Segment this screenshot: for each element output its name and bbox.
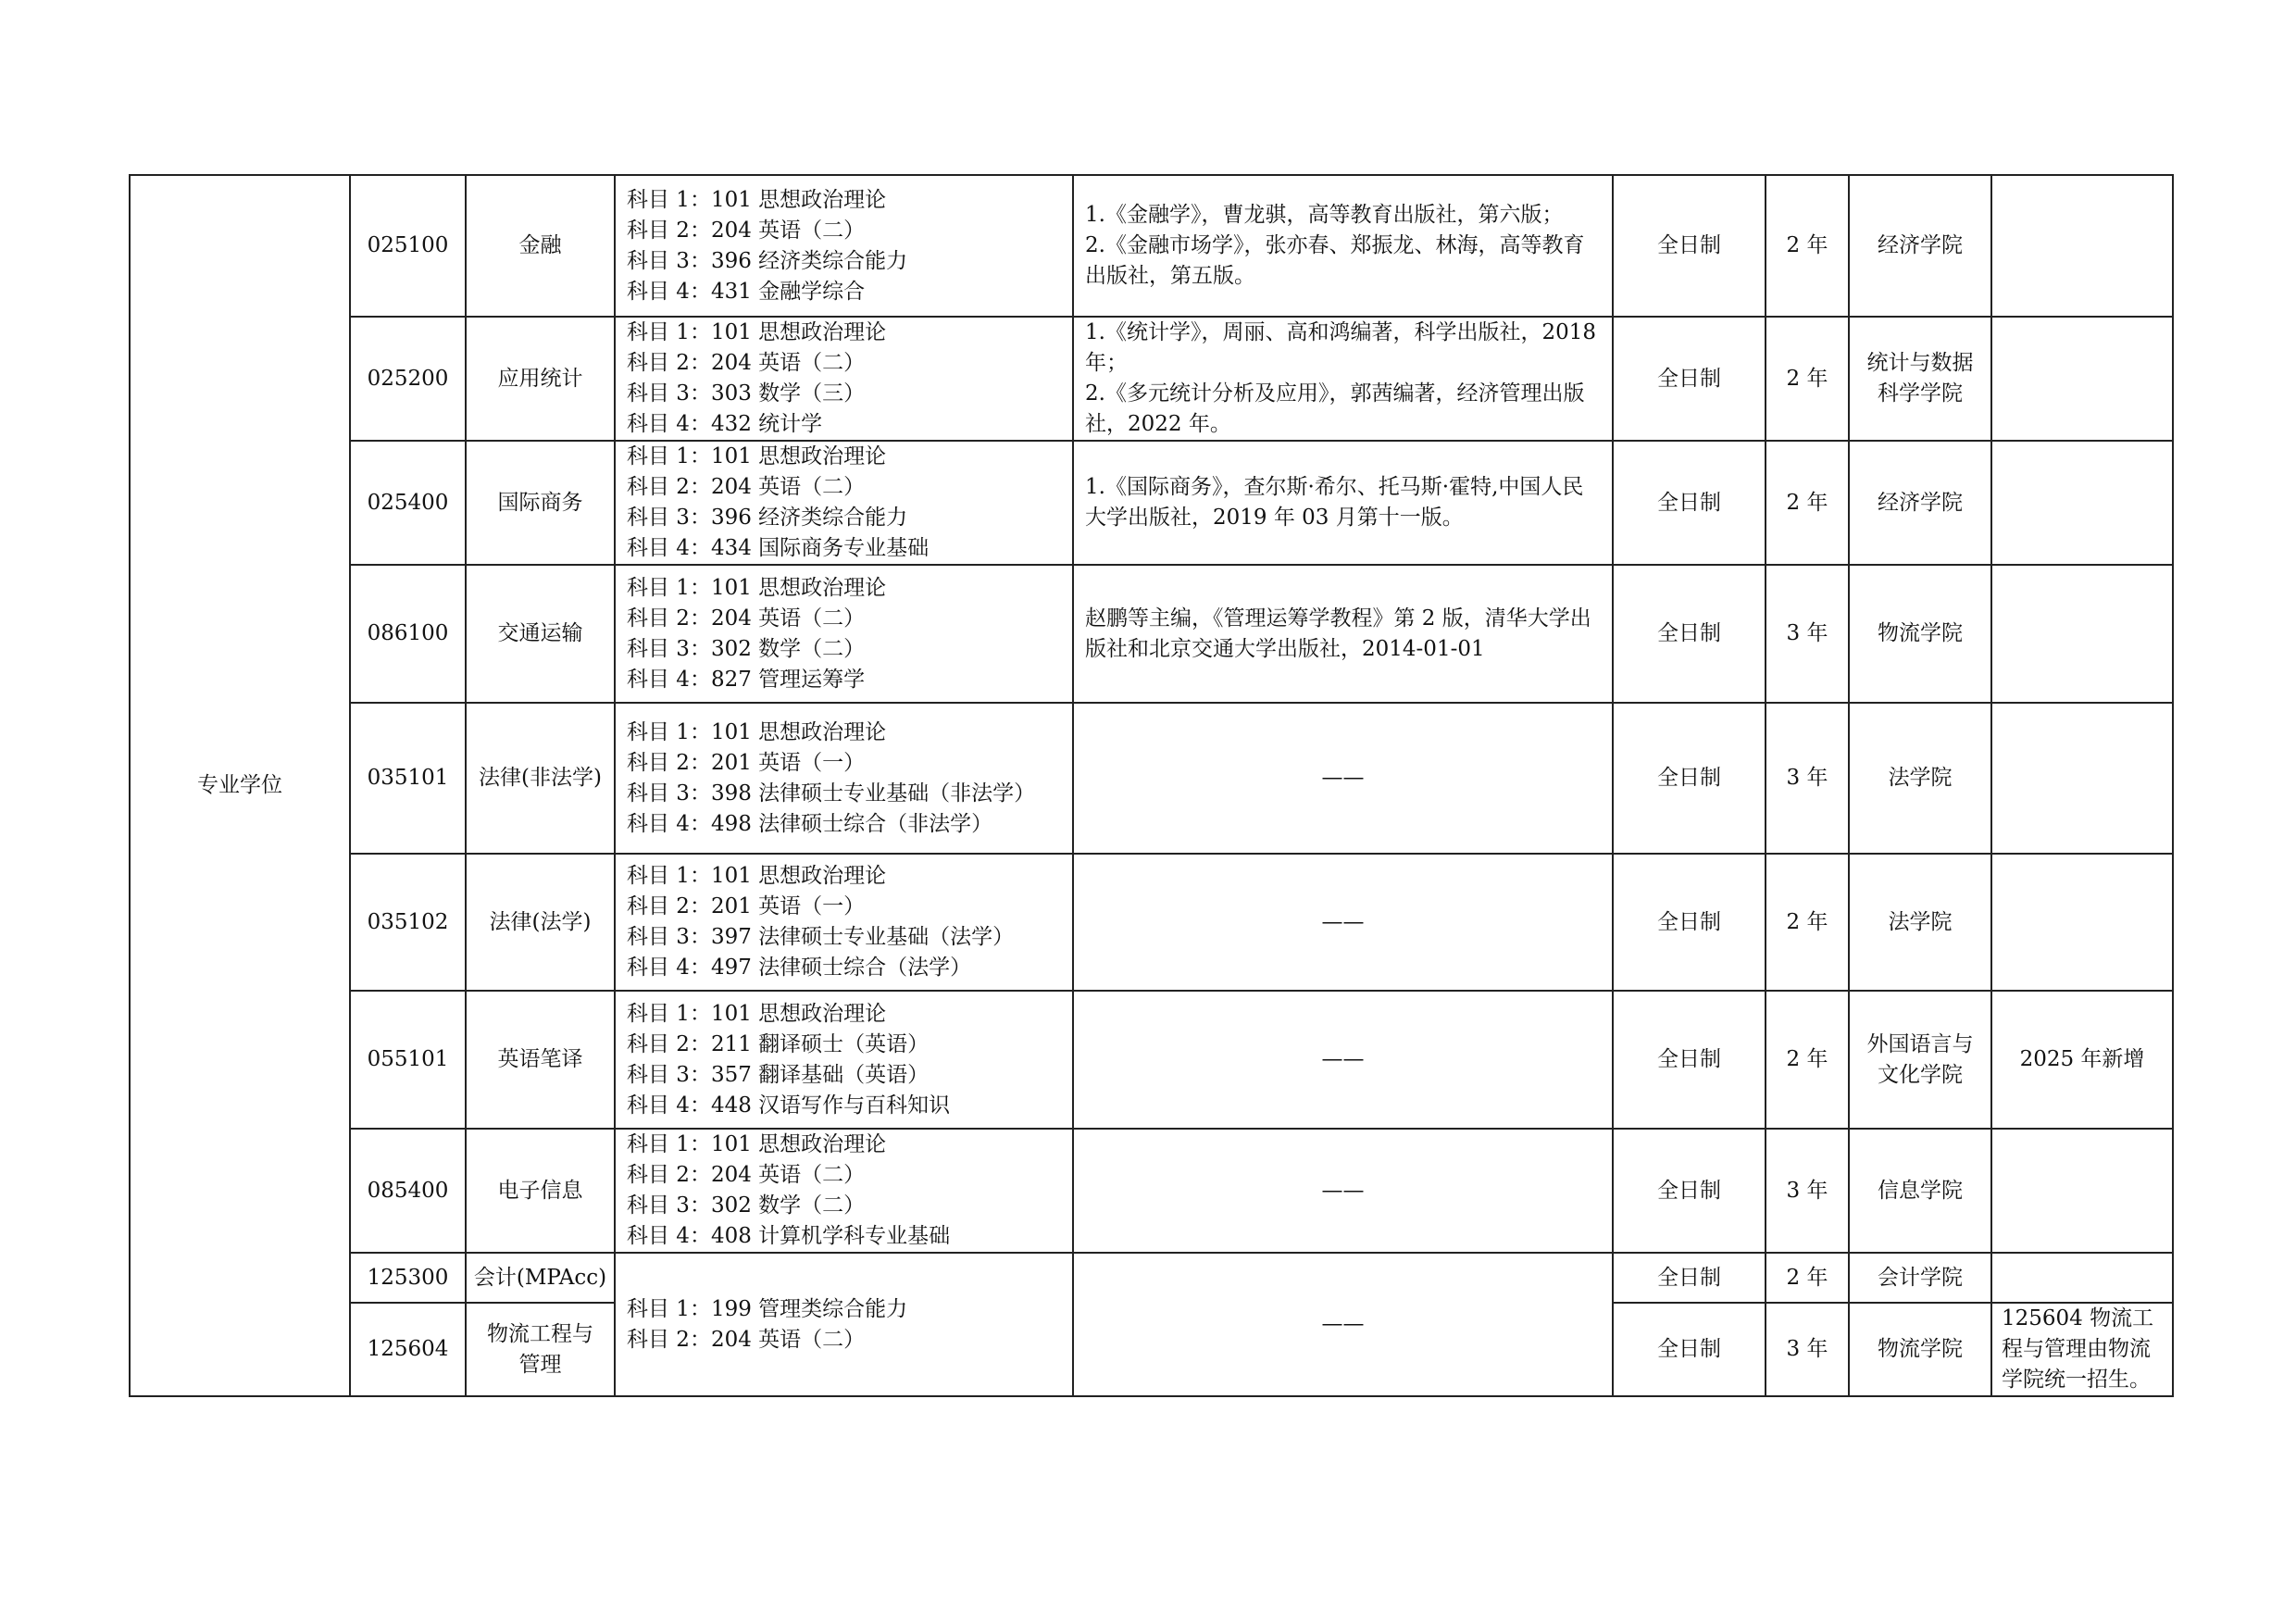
table-row (130, 1129, 2173, 1253)
table-row (130, 703, 2173, 854)
college: 经济学院 (1849, 175, 1991, 317)
note: 125604 物流工程与管理由物流学院统一招生。 (1991, 1303, 2173, 1396)
program-code: 025200 (350, 317, 466, 441)
study-mode: 全日制 (1613, 854, 1766, 991)
exam-subjects: 科目 1：101 思想政治理论 科目 2：204 英语（二） 科目 3：396 经济类综合能力 科目 4：431 金融学综合 (615, 175, 1073, 317)
table-row (130, 1253, 2173, 1303)
exam-subjects: 科目 1：101 思想政治理论 科目 2：204 英语（二） 科目 3：302 数学（二） 科目 4：827 管理运筹学 (615, 565, 1073, 703)
study-years: 2 年 (1766, 991, 1849, 1129)
reference-books: —— (1073, 991, 1613, 1129)
study-mode: 全日制 (1613, 565, 1766, 703)
program-name: 应用统计 (466, 317, 615, 441)
program-code: 085400 (350, 1129, 466, 1253)
study-years: 3 年 (1766, 703, 1849, 854)
program-name: 国际商务 (466, 441, 615, 565)
program-code: 125604 (350, 1303, 466, 1396)
table-row (130, 441, 2173, 565)
note (1991, 175, 2173, 317)
program-name: 电子信息 (466, 1129, 615, 1253)
note: 2025 年新增 (1991, 991, 2173, 1129)
program-name: 金融 (466, 175, 615, 317)
study-mode: 全日制 (1613, 175, 1766, 317)
program-code: 086100 (350, 565, 466, 703)
reference-books: 赵鹏等主编，《管理运筹学教程》第 2 版，清华大学出版社和北京交通大学出版社，2014-01-01 (1073, 565, 1613, 703)
program-name: 会计(MPAcc) (466, 1253, 615, 1303)
reference-books: —— (1073, 854, 1613, 991)
study-mode: 全日制 (1613, 1129, 1766, 1253)
college: 统计与数据科学学院 (1849, 317, 1991, 441)
program-code: 125300 (350, 1253, 466, 1303)
study-years: 2 年 (1766, 441, 1849, 565)
note (1991, 1253, 2173, 1303)
college: 会计学院 (1849, 1253, 1991, 1303)
exam-subjects: 科目 1：101 思想政治理论 科目 2：201 英语（一） 科目 3：397 法律硕士专业基础（法学） 科目 4：497 法律硕士综合（法学） (615, 854, 1073, 991)
program-name: 交通运输 (466, 565, 615, 703)
exam-subjects: 科目 1：199 管理类综合能力 科目 2：204 英语（二） (615, 1253, 1073, 1396)
college: 物流学院 (1849, 1303, 1991, 1396)
study-years: 2 年 (1766, 175, 1849, 317)
college: 法学院 (1849, 854, 1991, 991)
study-years: 2 年 (1766, 854, 1849, 991)
note (1991, 854, 2173, 991)
program-code: 035101 (350, 703, 466, 854)
table-row (130, 854, 2173, 991)
study-years: 3 年 (1766, 565, 1849, 703)
study-years: 2 年 (1766, 317, 1849, 441)
study-mode: 全日制 (1613, 441, 1766, 565)
college: 法学院 (1849, 703, 1991, 854)
study-mode: 全日制 (1613, 317, 1766, 441)
table-row (130, 991, 2173, 1129)
note (1991, 565, 2173, 703)
study-mode: 全日制 (1613, 991, 1766, 1129)
program-code: 055101 (350, 991, 466, 1129)
program-code: 025400 (350, 441, 466, 565)
study-mode: 全日制 (1613, 1303, 1766, 1396)
college: 物流学院 (1849, 565, 1991, 703)
exam-subjects: 科目 1：101 思想政治理论 科目 2：211 翻译硕士（英语） 科目 3：357 翻译基础（英语） 科目 4：448 汉语写作与百科知识 (615, 991, 1073, 1129)
table-row (130, 175, 2173, 317)
reference-books: —— (1073, 1129, 1613, 1253)
study-years: 2 年 (1766, 1253, 1849, 1303)
program-name: 物流工程与管理 (466, 1303, 615, 1396)
study-years: 3 年 (1766, 1129, 1849, 1253)
note (1991, 703, 2173, 854)
note (1991, 1129, 2173, 1253)
program-code: 025100 (350, 175, 466, 317)
exam-subjects: 科目 1：101 思想政治理论 科目 2：201 英语（一） 科目 3：398 法律硕士专业基础（非法学） 科目 4：498 法律硕士综合（非法学） (615, 703, 1073, 854)
table-row (130, 565, 2173, 703)
college: 外国语言与文化学院 (1849, 991, 1991, 1129)
reference-books: —— (1073, 703, 1613, 854)
program-name: 法律(法学) (466, 854, 615, 991)
study-mode: 全日制 (1613, 703, 1766, 854)
exam-subjects: 科目 1：101 思想政治理论 科目 2：204 英语（二） 科目 3：302 数学（二） 科目 4：408 计算机学科专业基础 (615, 1129, 1073, 1253)
college: 经济学院 (1849, 441, 1991, 565)
program-code: 035102 (350, 854, 466, 991)
reference-books: 1.《金融学》，曹龙骐，高等教育出版社，第六版； 2.《金融市场学》，张亦春、郑振龙、林海，高等教育出版社，第五版。 (1073, 175, 1613, 317)
reference-books: 1.《国际商务》，查尔斯·希尔、托马斯·霍特,中国人民大学出版社，2019 年 03 月第十一版。 (1073, 441, 1613, 565)
reference-books: —— (1073, 1253, 1613, 1396)
reference-books: 1.《统计学》，周丽、高和鸿编著，科学出版社，2018 年； 2.《多元统计分析及应用》，郭茜编著，经济管理出版社，2022 年。 (1073, 317, 1613, 441)
college: 信息学院 (1849, 1129, 1991, 1253)
exam-subjects: 科目 1：101 思想政治理论 科目 2：204 英语（二） 科目 3：396 经济类综合能力 科目 4：434 国际商务专业基础 (615, 441, 1073, 565)
note (1991, 317, 2173, 441)
study-years: 3 年 (1766, 1303, 1849, 1396)
program-name: 英语笔译 (466, 991, 615, 1129)
note (1991, 441, 2173, 565)
table-row (130, 317, 2173, 441)
exam-subjects: 科目 1：101 思想政治理论 科目 2：204 英语（二） 科目 3：303 数学（三） 科目 4：432 统计学 (615, 317, 1073, 441)
degree-category-cell: 专业学位 (130, 175, 350, 1396)
program-table (129, 174, 2174, 1397)
program-name: 法律(非法学) (466, 703, 615, 854)
study-mode: 全日制 (1613, 1253, 1766, 1303)
